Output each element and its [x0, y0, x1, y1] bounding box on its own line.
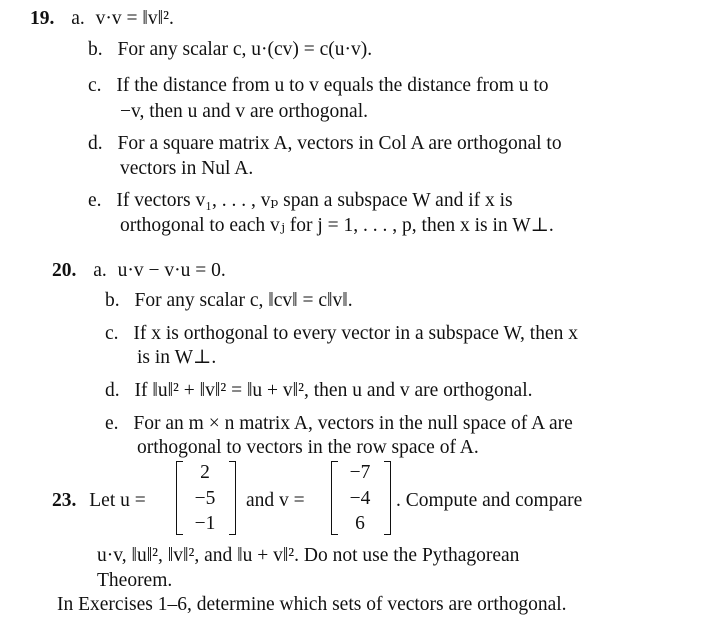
- item-text: If the distance from u to v equals the distance from u to: [116, 75, 549, 96]
- exercise-23-intro: [52, 490, 146, 512]
- exercise-number: 23.: [52, 490, 77, 511]
- compare-text: . Compute and compare: [396, 490, 583, 511]
- item-text: For any scalar c, u·(cv) = c(u·v).: [117, 39, 373, 60]
- item-letter: d.: [105, 380, 120, 401]
- left-bracket: [176, 461, 183, 535]
- item-text: If vectors v₁, . . . , vₚ span a subspace W and if x is: [116, 190, 513, 211]
- exercise-23-line2: u·v, ‖u‖², ‖v‖², and ‖u + v‖². Do not use the Pythagorean: [97, 545, 520, 566]
- vector-entry: −4: [349, 488, 371, 509]
- section-instruction: In Exercises 1–6, determine which sets of vectors are orthogonal.: [57, 594, 567, 615]
- item-text: v·v = ‖v‖².: [95, 8, 174, 29]
- item-text-continued: orthogonal to vectors in the row space of A.: [137, 437, 479, 458]
- item-letter: e.: [88, 190, 102, 211]
- let-text: Let u =: [89, 490, 146, 511]
- right-bracket: [229, 461, 236, 535]
- left-bracket: [331, 461, 338, 535]
- exercise-20-a: [52, 260, 226, 282]
- exercise-20-e: [105, 413, 573, 435]
- exercise-19-d: [88, 133, 562, 155]
- item-letter: e.: [105, 413, 119, 434]
- item-text-continued: is in W⊥.: [137, 347, 217, 368]
- exercise-20-c: [105, 323, 578, 345]
- item-text: u·v − v·u = 0.: [117, 260, 226, 281]
- exercise-23-line3: Theorem.: [97, 570, 173, 591]
- exercise-20-d: [105, 380, 533, 402]
- item-text: If x is orthogonal to every vector in a subspace W, then x: [133, 323, 579, 344]
- exercise-19-a: [30, 8, 174, 30]
- item-letter: b.: [105, 290, 120, 311]
- vector-entry: −5: [194, 488, 216, 509]
- item-text: For any scalar c, ‖cv‖ = c‖v‖.: [134, 290, 353, 311]
- item-letter: c.: [105, 323, 119, 344]
- exercise-19-b: [88, 39, 372, 61]
- vector-entry: 2: [200, 462, 210, 483]
- exercise-19-c: [88, 75, 549, 97]
- item-text: For an m × n matrix A, vectors in the null space of A are: [133, 413, 573, 434]
- vector-entry: 6: [355, 513, 365, 534]
- item-letter: a.: [93, 260, 107, 281]
- item-letter: d.: [88, 133, 103, 154]
- right-bracket: [384, 461, 391, 535]
- item-text-continued: orthogonal to each vⱼ for j = 1, . . . , p, then x is in W⊥.: [120, 215, 554, 236]
- item-text: If ‖u‖² + ‖v‖² = ‖u + v‖², then u and v are orthogonal.: [134, 380, 533, 401]
- exercise-19-e: [88, 190, 513, 212]
- vector-entry: −1: [194, 513, 216, 534]
- item-text: For a square matrix A, vectors in Col A are orthogonal to: [117, 133, 562, 154]
- exercise-20-b: [105, 290, 353, 312]
- exercise-number: 20.: [52, 260, 77, 281]
- item-letter: b.: [88, 39, 103, 60]
- item-letter: a.: [71, 8, 85, 29]
- exercise-number: 19.: [30, 8, 55, 29]
- item-letter: c.: [88, 75, 102, 96]
- vector-entry: −7: [349, 462, 371, 483]
- item-text-continued: −v, then u and v are orthogonal.: [120, 101, 368, 122]
- item-text-continued: vectors in Nul A.: [120, 158, 254, 179]
- and-text: and v =: [246, 490, 305, 511]
